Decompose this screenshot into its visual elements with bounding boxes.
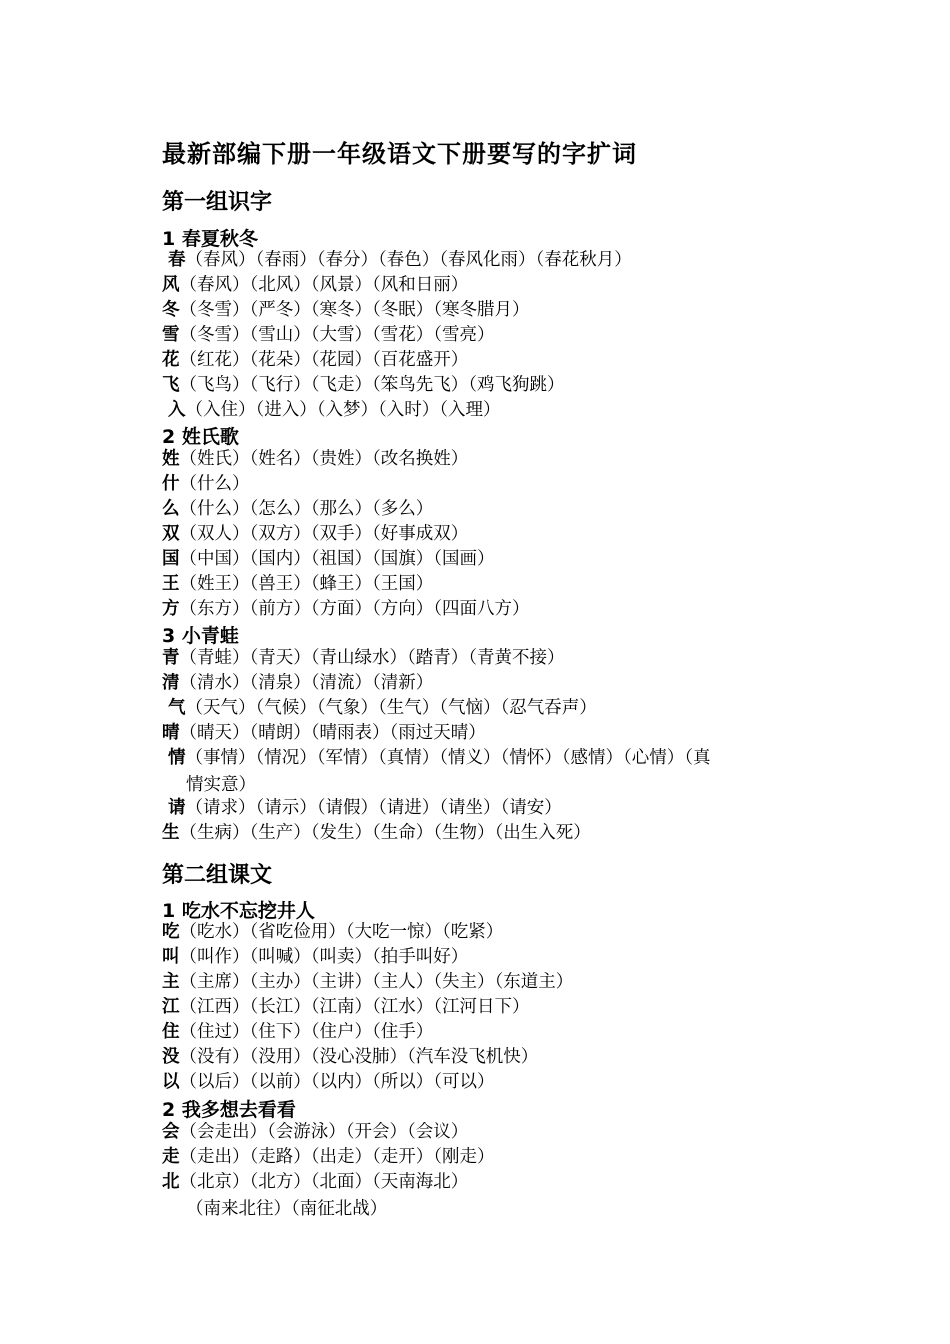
character: 方 [162, 599, 180, 619]
word-list: （北京）（北方）（北面）（天南海北） [179, 1172, 469, 1192]
character: 晴 [162, 723, 180, 743]
word-list: （事情）（情况）（军情）（真情）（情义）（情怀）（感情）（心情）（真 [185, 748, 711, 768]
character: 情 [168, 748, 186, 768]
word-row-continuation: （南来北往）（南征北战） [186, 1199, 388, 1219]
character: 春 [168, 250, 186, 270]
word-list: （中国）（国内）（祖国）（国旗）（国画） [179, 549, 495, 569]
word-row [162, 1145, 495, 1170]
word-list: （生病）（生产）（发生）（生命）（生物）（出生入死） [179, 823, 591, 843]
word-row [162, 945, 468, 970]
word-list: （飞鸟）（飞行）（飞走）（笨鸟先飞）（鸡飞狗跳） [179, 375, 565, 395]
word-list: （冬雪）（严冬）（寒冬）（冬眠）（寒冬腊月） [179, 300, 530, 320]
word-row [162, 671, 433, 696]
character: 生 [162, 823, 180, 843]
lesson-heading: 2 姓氏歌 [162, 426, 239, 448]
word-row [162, 373, 565, 398]
character: 国 [162, 549, 180, 569]
word-row [162, 1045, 538, 1070]
word-list: （住过）（住下）（住户）（住手） [179, 1022, 434, 1042]
word-list: （双人）（双方）（双手）（好事成双） [179, 524, 469, 544]
character: 清 [162, 673, 180, 693]
character: 什 [162, 474, 180, 494]
word-list: （春风）（春雨）（春分）（春色）（春风化雨）（春花秋月） [185, 250, 632, 270]
lesson-heading: 3 小青蛙 [162, 625, 239, 647]
character: 请 [168, 798, 186, 818]
word-row [168, 398, 501, 423]
word-row [162, 472, 250, 497]
character: 王 [162, 574, 180, 594]
lesson-heading: 1 吃水不忘挖井人 [162, 900, 315, 922]
character: 叫 [162, 947, 180, 967]
group-heading-1: 第一组识字 [162, 190, 273, 215]
word-row [162, 1070, 495, 1095]
character: 江 [162, 997, 180, 1017]
character: 以 [162, 1072, 180, 1092]
word-list: （天气）（气候）（气象）（生气）（气恼）（忍气吞声） [185, 698, 597, 718]
word-row [162, 572, 433, 597]
character: 没 [162, 1047, 180, 1067]
word-row [162, 1020, 433, 1045]
word-row [162, 970, 573, 995]
character: 气 [168, 698, 186, 718]
word-row [162, 1120, 468, 1145]
character: 主 [162, 972, 180, 992]
word-row [162, 821, 591, 846]
word-list: （什么）（怎么）（那么）（多么） [179, 499, 434, 519]
word-list: （什么） [179, 474, 250, 494]
word-row [162, 597, 530, 622]
character: 入 [168, 400, 186, 420]
character: 吃 [162, 922, 180, 942]
word-list: （以后）（以前）（以内）（所以）（可以） [179, 1072, 495, 1092]
character: 雪 [162, 325, 180, 345]
word-list: （姓王）（兽王）（蜂王）（王国） [179, 574, 434, 594]
word-row [162, 323, 495, 348]
word-list: （江西）（长江）（江南）（江水）（江河日下） [179, 997, 530, 1017]
word-list: （走出）（走路）（出走）（走开）（刚走） [179, 1147, 495, 1167]
lesson-heading: 2 我多想去看看 [162, 1099, 296, 1121]
word-row-continuation: 情实意） [186, 775, 256, 795]
word-row [162, 348, 468, 373]
word-row [168, 248, 632, 273]
word-list: （姓氏）（姓名）（贵姓）（改名换姓） [179, 449, 469, 469]
character: 么 [162, 499, 180, 519]
word-list: （没有）（没用）（没心没肺）（汽车没飞机快） [179, 1047, 539, 1067]
character: 青 [162, 648, 180, 668]
word-row [162, 547, 495, 572]
word-list: （吃水）（省吃俭用）（大吃一惊）（吃紧） [179, 922, 504, 942]
word-list: （冬雪）（雪山）（大雪）（雪花）（雪亮） [179, 325, 495, 345]
word-row [162, 995, 530, 1020]
character: 姓 [162, 449, 180, 469]
word-row [162, 920, 503, 945]
word-list: （春风）（北风）（风景）（风和日丽） [179, 275, 469, 295]
character: 双 [162, 524, 180, 544]
character: 花 [162, 350, 180, 370]
character: 风 [162, 275, 180, 295]
word-row [162, 298, 530, 323]
document-title: 最新部编下册一年级语文下册要写的字扩词 [162, 140, 637, 168]
word-list: （晴天）（晴朗）（晴雨表）（雨过天晴） [179, 723, 486, 743]
character: 走 [162, 1147, 180, 1167]
character: 北 [162, 1172, 180, 1192]
word-list: （主席）（主办）（主讲）（主人）（失主）（东道主） [179, 972, 574, 992]
word-list: （请求）（请示）（请假）（请进）（请坐）（请安） [185, 798, 562, 818]
word-list: （清水）（清泉）（清流）（清新） [179, 673, 434, 693]
lesson-heading: 1 春夏秋冬 [162, 228, 258, 250]
word-list: （叫作）（叫喊）（叫卖）（拍手叫好） [179, 947, 469, 967]
word-row [162, 646, 565, 671]
word-row [168, 796, 562, 821]
character: 会 [162, 1122, 180, 1142]
word-row [162, 721, 486, 746]
word-row [162, 1170, 468, 1195]
word-row [162, 273, 468, 298]
group-heading-2: 第二组课文 [162, 863, 273, 888]
word-list: （青蛙）（青天）（青山绿水）（踏青）（青黄不接） [179, 648, 565, 668]
word-list: （会走出）（会游泳）（开会）（会议） [179, 1122, 469, 1142]
word-list: （东方）（前方）（方面）（方向）（四面八方） [179, 599, 530, 619]
word-row [162, 522, 468, 547]
character: 住 [162, 1022, 180, 1042]
character: 飞 [162, 375, 180, 395]
character: 冬 [162, 300, 180, 320]
word-row [162, 447, 468, 472]
word-row [168, 696, 597, 721]
word-row [162, 497, 433, 522]
word-list: （红花）（花朵）（花园）（百花盛开） [179, 350, 469, 370]
word-list: （入住）（进入）（入梦）（入时）（入理） [185, 400, 501, 420]
word-row [168, 746, 711, 771]
